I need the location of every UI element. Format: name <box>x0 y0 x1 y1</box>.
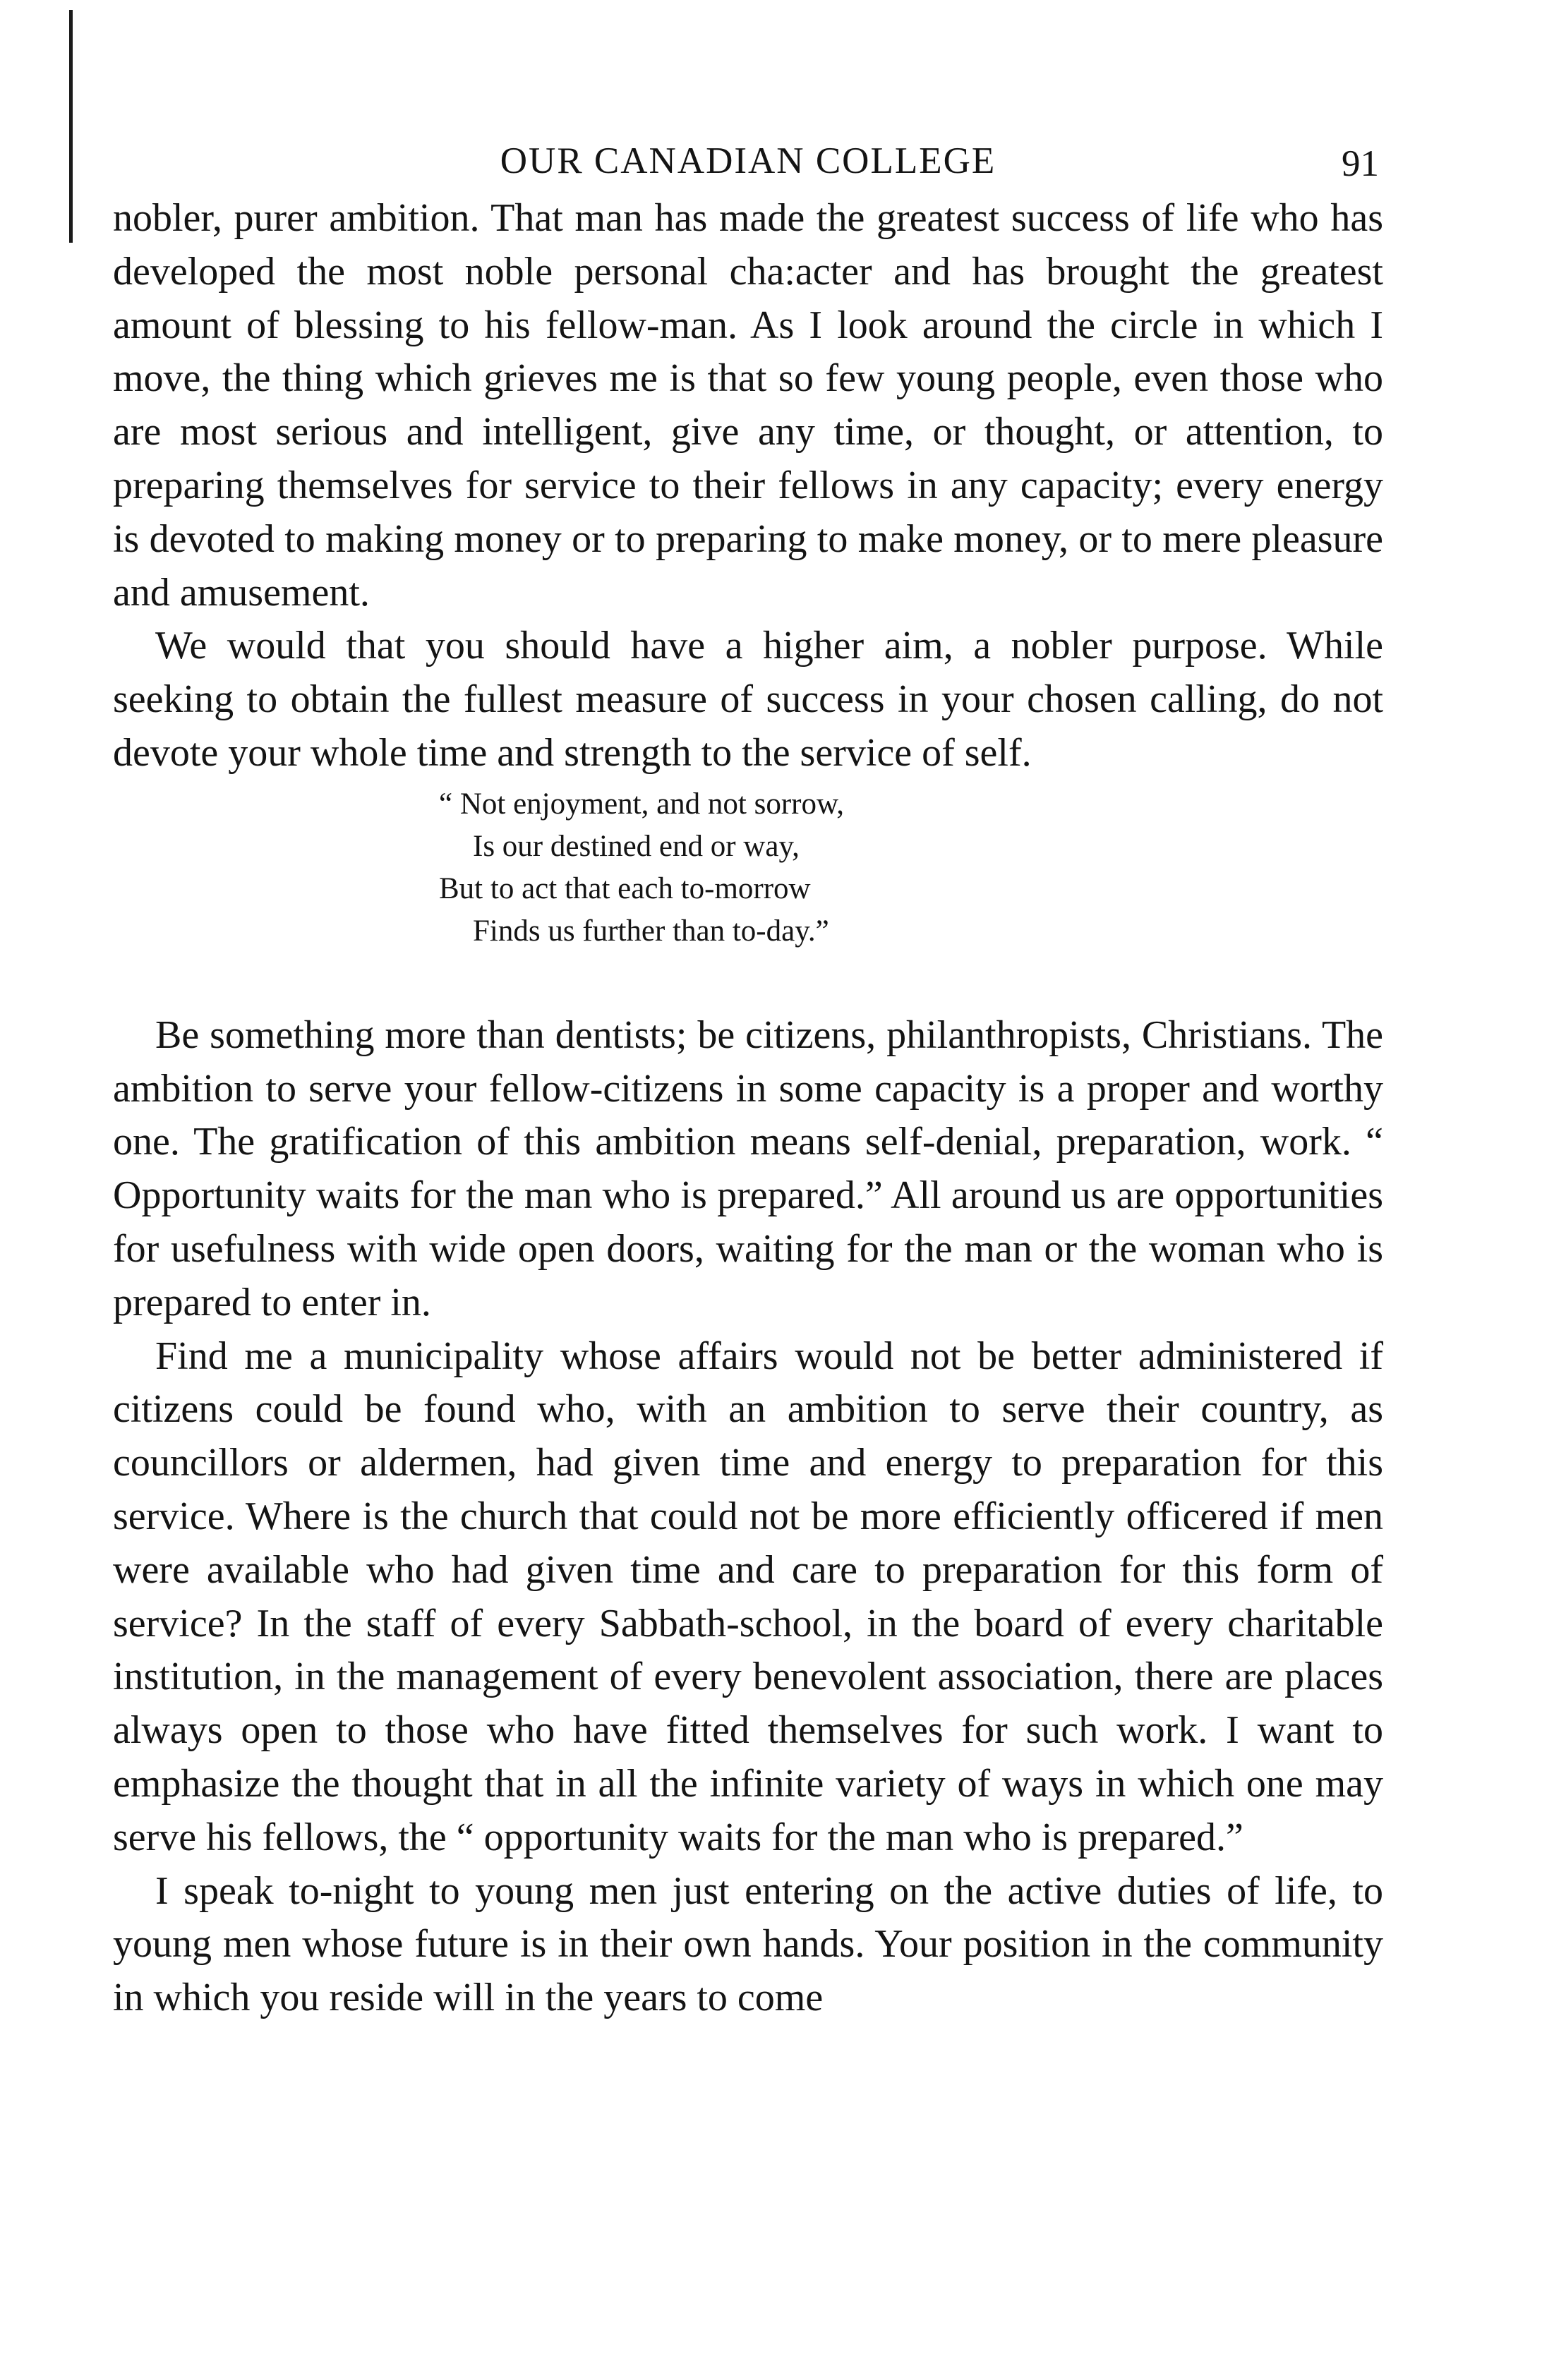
page-number: 91 <box>1342 143 1379 184</box>
paragraph-2: We would that you should have a higher aim, a nobler purpose. While seeking to obtain the fullest measure of success in your chosen calling, do not devote your whole time and strength to the service of self. <box>113 624 1383 775</box>
verse-line-3: But to act that each to-morrow <box>439 871 811 905</box>
verse-line-1: “ Not enjoyment, and not sorrow, <box>439 787 845 821</box>
verse-line-4: Finds us further than to-day.” <box>473 914 829 948</box>
book-page <box>113 127 1383 2025</box>
poem-quotation <box>113 783 1383 953</box>
paragraph-3: Be something more than dentists; be citizens, philanthropists, Christians. The ambition to serve your fellow-citizens in some capacity is a proper and worthy one. The gratification of this ambition means self-denial, preparation, work. “ Opportunity waits for the man who is prepared.” All around us are opportunities for usefulness with wide open doors, waiting for the man or the woman who is prepared to enter in. <box>113 1013 1383 1324</box>
paragraph-4: Find me a municipality whose affairs would not be better administered if citizens could be found who, with an ambition to serve their country, as councillors or aldermen, had given time and energy to preparation for this service. Where is the church that could not be more efficiently officered if men were available who had given time and care to preparation for this form of service? In the staff of every Sabbath-school, in the board of every charitable institution, in the management of every benevolent association, there are places always open to those who have fitted themselves for such work. I want to emphasize the thought that in all the infinite variety of ways in which one may serve his fellows, the “ opportunity waits for the man who is prepared.” <box>113 1334 1383 1859</box>
page-header <box>113 127 1383 198</box>
margin-rule <box>69 10 73 243</box>
running-title: OUR CANADIAN COLLEGE <box>500 140 996 181</box>
paragraph-1: nobler, purer ambition. That man has made the greatest success of life who has developed the most noble personal cha:acter and has brought the greatest amount of blessing to his fellow-man. As I look around the circle in which I move, the thing which grieves me is that so few young people, even those who are most serious and intelligent, give any time, or thought, or attention, to preparing themselves for service to their fellows in any capacity; every energy is devoted to making money or to preparing to make money, or to mere pleasure and amusement. <box>113 196 1383 615</box>
paragraph-5: I speak to-night to young men just entering on the active duties of life, to young men whose future is in their own hands. Your position in the community in which you reside will in the years to come <box>113 1868 1383 2020</box>
verse-line-2: Is our destined end or way, <box>473 829 800 863</box>
